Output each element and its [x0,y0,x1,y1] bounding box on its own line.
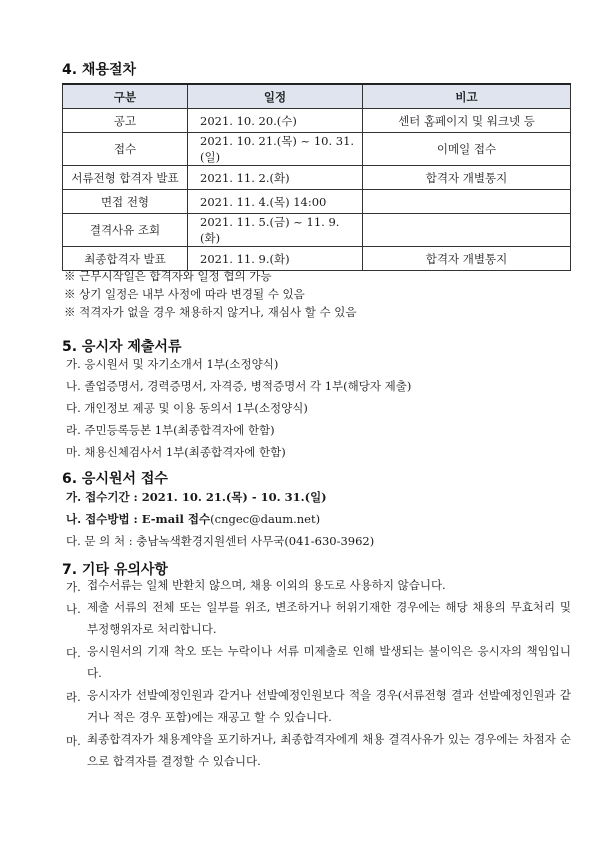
application-period: 가. 접수기간 : 2021. 10. 21.(목) - 10. 31.(일) [66,490,327,504]
item-text: 응시원서의 기재 착오 또는 누락이나 서류 미제출로 인해 발생되는 불이익은 응시자의 책임입니다. [87,644,571,680]
item-label: 다. [66,646,81,660]
table-row [63,166,571,190]
row-category: 최종합격자 발표 [63,247,188,271]
note-line: ※ 적격자가 없을 경우 채용하지 않거나, 재심사 할 수 있음 [64,305,357,319]
header-schedule: 일정 [188,84,363,109]
row-schedule: 2021. 11. 4.(목) 14:00 [188,190,363,214]
row-category: 결격사유 조회 [63,214,188,247]
table-header-row [63,84,571,109]
section-4-title: 4. 채용절차 [62,62,137,78]
row-remarks [363,190,571,214]
item-text: 최종합격자가 채용계약을 포기하거나, 최종합격자에게 채용 결격사유가 있는 경우에는 차점자 순으로 합격자를 결정할 수 있습니다. [87,732,571,768]
table-row [63,133,571,166]
section-7-title: 7. 기타 유의사항 [62,562,168,578]
item-label: 가. [66,580,81,594]
item-text: 응시자가 선발예정인원과 같거나 선발예정인원보다 적을 경우(서류전형 결과 선발예정인원과 같거나 적은 경우 포함)에는 재공고 할 수 있습니다. [87,688,571,724]
list-item: 나. 졸업증명서, 경력증명서, 자격증, 병적증명서 각 1부(해당자 제출) [66,379,412,393]
list-item: 마. 채용신체검사서 1부(최종합격자에 한함) [66,445,286,459]
table-row [63,190,571,214]
schedule-table [62,83,571,271]
section-6-title: 6. 응시원서 접수 [62,471,168,487]
row-schedule: 2021. 11. 2.(화) [188,166,363,190]
item-label: 나. [66,602,81,616]
note-line: ※ 상기 일정은 내부 사정에 따라 변경될 수 있음 [64,287,305,301]
row-remarks [363,214,571,247]
contact-info: 다. 문 의 처 : 충남녹색환경지원센터 사무국(041-630-3962) [66,534,375,548]
contact-email[interactable]: (cngec@daum.net) [210,512,321,526]
row-schedule: 2021. 10. 20.(수) [188,109,363,133]
row-remarks: 합격자 개별통지 [363,247,571,271]
row-remarks: 센터 홈페이지 및 워크넷 등 [363,109,571,133]
list-item: 라. 주민등록등본 1부(최종합격자에 한함) [66,423,275,437]
row-category: 접수 [63,133,188,166]
item-text: 접수서류는 일체 반환치 않으며, 채용 이외의 용도로 사용하지 않습니다. [87,578,446,592]
item-text: 제출 서류의 전체 또는 일부를 위조, 변조하거나 허위기재한 경우에는 해당 채용의 무효처리 및 부정행위자로 처리합니다. [87,600,571,636]
item-label: 라. [66,690,81,704]
row-remarks: 이메일 접수 [363,133,571,166]
table-row [63,214,571,247]
application-method [66,511,320,527]
list-item: 가. 응시원서 및 자기소개서 1부(소정양식) [66,357,279,371]
method-label: 나. 접수방법 : E-mail 접수 [66,512,211,526]
row-remarks: 합격자 개별통지 [363,166,571,190]
header-category: 구분 [63,84,188,109]
header-remarks: 비고 [363,84,571,109]
table-row [63,247,571,271]
item-label: 마. [66,734,81,748]
row-schedule: 2021. 10. 21.(목) ~ 10. 31.(일) [188,133,363,166]
row-category: 공고 [63,109,188,133]
row-schedule: 2021. 11. 5.(금) ~ 11. 9.(화) [188,214,363,247]
row-category: 서류전형 합격자 발표 [63,166,188,190]
note-line: ※ 근무시작일은 합격자와 일정 협의 가능 [64,269,272,283]
section-5-title: 5. 응시자 제출서류 [62,339,182,355]
row-category: 면접 전형 [63,190,188,214]
table-row [63,109,571,133]
list-item: 다. 개인정보 제공 및 이용 동의서 1부(소정양식) [66,401,308,415]
row-schedule: 2021. 11. 9.(화) [188,247,363,271]
